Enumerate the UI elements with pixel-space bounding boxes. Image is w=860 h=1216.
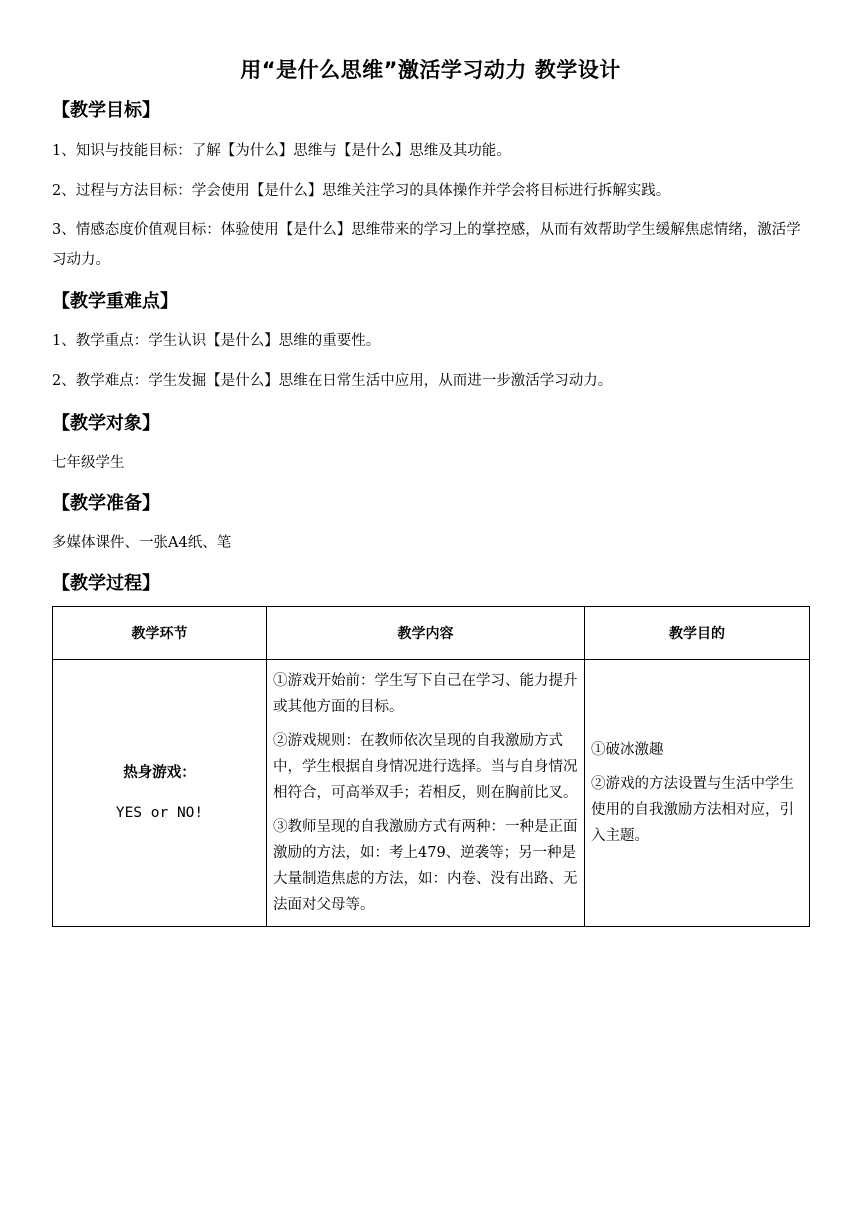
heading-key-points: 【教学重难点】 [52, 291, 178, 312]
content-item-1: ①游戏开始前：学生写下自己在学习、能力提升或其他方面的目标。 [273, 673, 578, 715]
key-point-item-2: 2、教学难点：学生发掘【是什么】思维在日常生活中应用，从而进一步激活学习动力。 [52, 373, 613, 389]
column-header-stage: 教学环节 [53, 607, 267, 660]
goal-item-3: 3、情感态度价值观目标：体验使用【是什么】思维带来的学习上的掌控感，从而有效帮助学生缓解焦虑情绪，激活学习动力。 [52, 222, 801, 268]
process-table [52, 606, 810, 927]
heading-goals: 【教学目标】 [52, 100, 160, 121]
purpose-item-1: ①破冰激趣 [591, 742, 664, 758]
document-title: 用“是什么思维”激活学习动力 教学设计 [240, 58, 621, 82]
goal-item-1: 1、知识与技能目标：了解【为什么】思维与【是什么】思维及其功能。 [52, 143, 511, 159]
stage-name: 热身游戏： [123, 765, 196, 781]
table-row [53, 660, 810, 927]
purpose-cell [585, 660, 810, 927]
audience-text: 七年级学生 [52, 455, 125, 471]
table-header-row [53, 607, 810, 660]
heading-audience: 【教学对象】 [52, 413, 160, 434]
column-header-purpose: 教学目的 [585, 607, 810, 660]
prep-text: 多媒体课件、一张A4纸、笔 [52, 535, 232, 551]
content-cell [267, 660, 585, 927]
heading-prep: 【教学准备】 [52, 493, 160, 514]
key-point-item-1: 1、教学重点：学生认识【是什么】思维的重要性。 [52, 333, 381, 349]
stage-cell [53, 660, 267, 927]
content-item-3: ③教师呈现的自我激励方式有两种：一种是正面激励的方法，如：考上479、逆袭等；另一种是大量制造焦虑的方法，如：内卷、没有出路、无法面对父母等。 [273, 819, 578, 913]
heading-process: 【教学过程】 [52, 573, 160, 594]
stage-subtitle: YES or NO! [115, 805, 204, 821]
column-header-content: 教学内容 [267, 607, 585, 660]
content-item-2: ②游戏规则：在教师依次呈现的自我激励方式中，学生根据自身情况进行选择。当与自身情况相符合，可高举双手；若相反，则在胸前比叉。 [273, 733, 578, 801]
purpose-item-2: ②游戏的方法设置与生活中学生使用的自我激励方法相对应，引入主题。 [591, 776, 794, 844]
goal-item-2: 2、过程与方法目标：学会使用【是什么】思维关注学习的具体操作并学会将目标进行拆解实践。 [52, 183, 671, 199]
